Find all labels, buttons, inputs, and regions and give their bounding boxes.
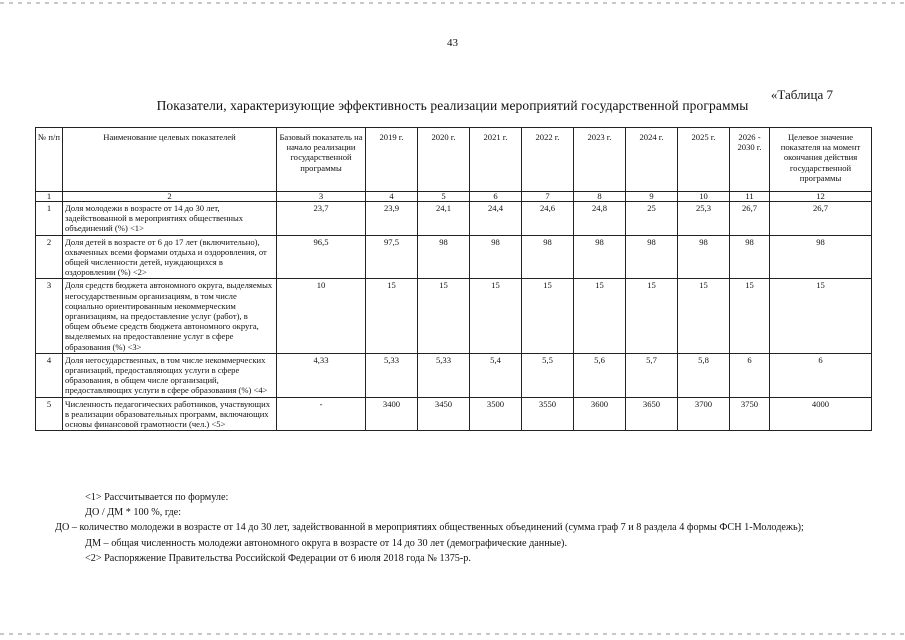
indicator-name: Доля детей в возрасте от 6 до 17 лет (включительно), охваченных всеми формами отдыха и оздоровления, от общей численности детей, нуждающихся в оздоровлении (%) <2> — [63, 235, 277, 279]
indicators-table — [35, 127, 872, 431]
header-cell: 2021 г. — [470, 128, 522, 192]
header-row — [36, 128, 872, 192]
page-title: Показатели, характеризующие эффективность реализации мероприятий государственной программы — [156, 98, 749, 113]
value-cell: 5,4 — [470, 353, 522, 397]
header-cell: Целевое значение показателя на момент окончания действия государственной программы — [770, 128, 872, 192]
value-cell: 96,5 — [277, 235, 366, 279]
header-cell: № п/п — [36, 128, 63, 192]
scan-noise-bottom — [0, 633, 905, 635]
column-number: 11 — [730, 192, 770, 202]
table-row — [36, 279, 872, 353]
value-cell: 98 — [418, 235, 470, 279]
value-cell: 5,6 — [574, 353, 626, 397]
value-cell: 15 — [626, 279, 678, 353]
value-cell: 6 — [730, 353, 770, 397]
value-cell: 24,1 — [418, 202, 470, 236]
page-number: 43 — [447, 37, 458, 49]
column-number: 1 — [36, 192, 63, 202]
value-cell: 24,4 — [470, 202, 522, 236]
value-cell: 15 — [522, 279, 574, 353]
value-cell: 15 — [470, 279, 522, 353]
value-cell: 26,7 — [770, 202, 872, 236]
column-number: 12 — [770, 192, 872, 202]
indicator-name: Численность педагогических работников, участвующих в реализации образовательных программ, включающих основы финансовой грамотности (чел.) <5> — [63, 397, 277, 431]
column-number: 7 — [522, 192, 574, 202]
table-row — [36, 397, 872, 431]
value-cell: 5,5 — [522, 353, 574, 397]
footnote-1: <1> Рассчитывается по формуле: — [85, 492, 229, 503]
value-cell: 3450 — [418, 397, 470, 431]
table-row — [36, 235, 872, 279]
header-cell: 2024 г. — [626, 128, 678, 192]
value-cell: 98 — [770, 235, 872, 279]
footnote-dm: ДМ – общая численность молодежи автономного округа в возрасте от 14 до 30 лет (демографические данные). — [85, 537, 567, 549]
value-cell: 5,8 — [678, 353, 730, 397]
value-cell: 98 — [678, 235, 730, 279]
footnotes — [55, 490, 875, 566]
header-cell: 2019 г. — [366, 128, 418, 192]
value-cell: 3400 — [366, 397, 418, 431]
row-number: 2 — [36, 235, 63, 279]
column-number: 10 — [678, 192, 730, 202]
value-cell: 3600 — [574, 397, 626, 431]
value-cell: 23,7 — [277, 202, 366, 236]
header-cell: 2020 г. — [418, 128, 470, 192]
column-number: 2 — [63, 192, 277, 202]
table-label: «Таблица 7 — [770, 87, 833, 102]
row-number: 5 — [36, 397, 63, 431]
value-cell: 98 — [522, 235, 574, 279]
value-cell: 98 — [626, 235, 678, 279]
column-number: 5 — [418, 192, 470, 202]
row-number: 4 — [36, 353, 63, 397]
column-number: 6 — [470, 192, 522, 202]
footnote-formula: ДО / ДМ * 100 %, где: — [85, 507, 182, 519]
header-cell: 2022 г. — [522, 128, 574, 192]
value-cell: 6 — [770, 353, 872, 397]
value-cell: 5,33 — [418, 353, 470, 397]
value-cell: 98 — [574, 235, 626, 279]
header-cell: Базовый показатель на начало реализации государственной программы — [277, 128, 366, 192]
value-cell: 24,8 — [574, 202, 626, 236]
column-number: 4 — [366, 192, 418, 202]
value-cell: 15 — [770, 279, 872, 353]
row-number: 3 — [36, 279, 63, 353]
value-cell: 3500 — [470, 397, 522, 431]
value-cell: - — [277, 397, 366, 431]
header-cell: 2023 г. — [574, 128, 626, 192]
value-cell: 5,33 — [366, 353, 418, 397]
footnote-2: <2> Распоряжение Правительства Российской Федерации от 6 июля 2018 года № 1375-р. — [85, 552, 471, 564]
value-cell: 98 — [470, 235, 522, 279]
value-cell: 98 — [730, 235, 770, 279]
value-cell: 3700 — [678, 397, 730, 431]
column-number-row — [36, 192, 872, 202]
indicator-name: Доля средств бюджета автономного округа, выделяемых негосударственным организациям, в том числе социально ориентированным некоммерческим организациям, на предоставление услуг (работ), в общем объеме средств бюджета автономного округа, выделяемых на предоставление услуг в сфере образования (%) <3> — [63, 279, 277, 353]
value-cell: 15 — [574, 279, 626, 353]
value-cell: 97,5 — [366, 235, 418, 279]
value-cell: 26,7 — [730, 202, 770, 236]
value-cell: 15 — [418, 279, 470, 353]
header-cell: 2025 г. — [678, 128, 730, 192]
table-row — [36, 202, 872, 236]
scan-noise-top — [0, 2, 905, 4]
header-cell: 2026 - 2030 г. — [730, 128, 770, 192]
value-cell: 15 — [678, 279, 730, 353]
value-cell: 25 — [626, 202, 678, 236]
column-number: 9 — [626, 192, 678, 202]
indicator-name: Доля молодежи в возрасте от 14 до 30 лет, задействованной в мероприятиях общественных объединений (%) <1> — [63, 202, 277, 236]
value-cell: 23,9 — [366, 202, 418, 236]
table-row — [36, 353, 872, 397]
footnote-do: ДО – количество молодежи в возрасте от 14 до 30 лет, задействованной в мероприятиях общественных объединений (сумма граф 7 и 8 раздела 4 формы ФСН 1-Молодежь); — [55, 522, 804, 534]
value-cell: 4000 — [770, 397, 872, 431]
value-cell: 3550 — [522, 397, 574, 431]
value-cell: 3650 — [626, 397, 678, 431]
value-cell: 10 — [277, 279, 366, 353]
column-number: 3 — [277, 192, 366, 202]
value-cell: 25,3 — [678, 202, 730, 236]
indicator-name: Доля негосударственных, в том числе некоммерческих организаций, предоставляющих услуги в сфере образования, в общем числе организаций, предоставляющих услуги в сфере образования (%) <4> — [63, 353, 277, 397]
column-number: 8 — [574, 192, 626, 202]
value-cell: 15 — [730, 279, 770, 353]
value-cell: 4,33 — [277, 353, 366, 397]
value-cell: 5,7 — [626, 353, 678, 397]
value-cell: 24,6 — [522, 202, 574, 236]
value-cell: 3750 — [730, 397, 770, 431]
value-cell: 15 — [366, 279, 418, 353]
header-cell: Наименование целевых показателей — [63, 128, 277, 192]
row-number: 1 — [36, 202, 63, 236]
